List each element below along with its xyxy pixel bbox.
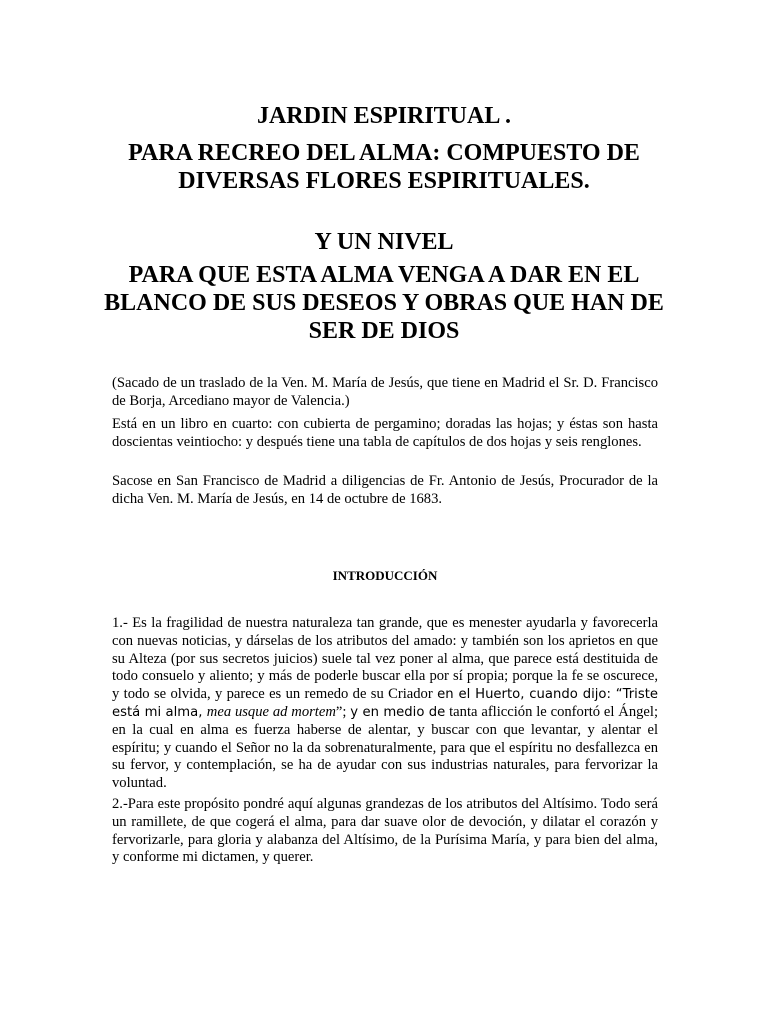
- intro-p1-mixed-font-2: y en medio de: [350, 704, 446, 720]
- title-line-4: PARA QUE ESTA ALMA VENGA A DAR EN EL BLANCO DE SUS DESEOS Y OBRAS QUE HAN DE SER DE DIOS: [104, 262, 664, 344]
- introduction-heading: INTRODUCCIÓN: [332, 568, 438, 583]
- title-line-3: Y UN NIVEL: [314, 229, 454, 255]
- source-note-2: Está en un libro en cuarto: con cubierta de pergamino; doradas las hojas; y éstas son hasta doscientas veintiocho: y después tiene una tabla de capítulos de dos hojas y seis renglones.: [112, 416, 658, 450]
- introduction-paragraph-2: 2.-Para este propósito pondré aquí algunas grandezas de los atributos del Altísimo. Todo será un ramillete, de que cogerá el alma, para dar suave olor de devoción, y dilatar el corazón y fervorizarle, para gloria y alabanza del Altísimo, de la Purísima María, y para bien del alma, y conforme mi dictamen, y querer.: [112, 796, 658, 866]
- intro-p1-part-c: tanta aflicción le confortó el Ángel; en la cual en alma es fuerza haberse de alentar, y buscar con que levantar, y alentar el espíritu; y cuando el Señor no la da sobrenaturalmente, para que el espíritu no desfallezca en su fervor, y contemplación, se ha de ayudar con sus industrias naturales, para fervorizar la voluntad.: [112, 703, 659, 792]
- title-line-2: PARA RECREO DEL ALMA: COMPUESTO DE DIVERSAS FLORES ESPIRITUALES.: [128, 140, 640, 194]
- introduction-paragraph-1: [112, 615, 658, 793]
- source-note-3: Sacose en San Francisco de Madrid a diligencias de Fr. Antonio de Jesús, Procurador de la dicha Ven. M. María de Jesús, en 14 de octubre de 1683.: [112, 473, 658, 507]
- source-note-1: (Sacado de un traslado de la Ven. M. María de Jesús, que tiene en Madrid el Sr. D. Francisco de Borja, Arcediano mayor de Valencia.): [112, 375, 658, 409]
- intro-p1-part-a: 1.- Es la fragilidad de nuestra naturaleza tan grande, que es menester ayudarla y favorecerla con nuevas noticias, y dárselas de los atributos del amado: y también son los aprietos en que su Alteza (por sus secretos juicios) suele tal vez poner al alma, que parece está destituida de todo consuelo y aliento; y más de poderle buscar ella por sí propia; porque la fe se oscurece, y todo se olvida, y parece es un remedo de su Criador: [112, 615, 658, 703]
- intro-p1-mixed-font: en el Huerto, cuando dijo: “Triste está mi alma,: [112, 687, 658, 720]
- intro-p1-latin-quote: mea usque ad mortem: [206, 703, 336, 720]
- intro-p1-part-b: ”;: [335, 703, 351, 720]
- title-line-1: JARDIN ESPIRITUAL .: [256, 103, 512, 129]
